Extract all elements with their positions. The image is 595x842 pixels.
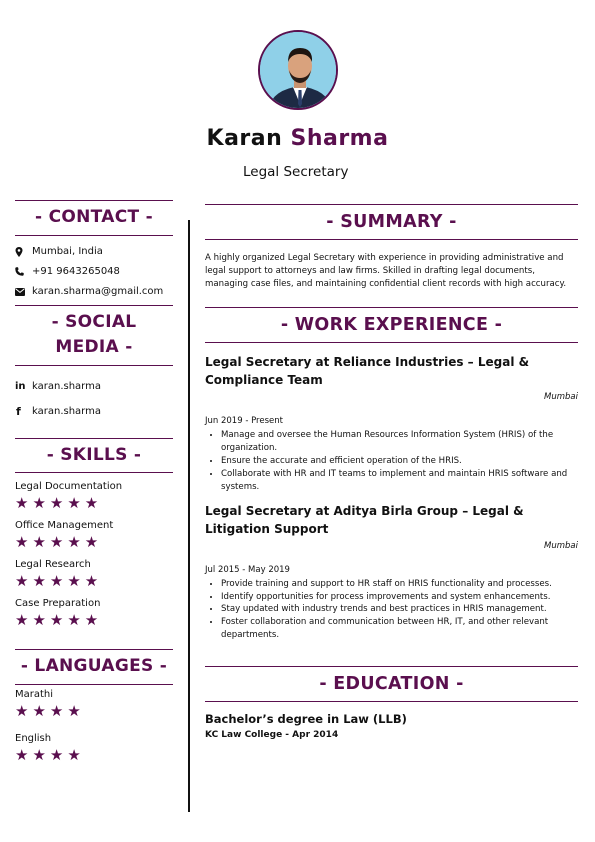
job-entry-title: Legal Secretary at Reliance Industries – Legal & Compliance Team	[205, 355, 530, 388]
education-degree: Bachelor’s degree in Law (LLB)	[205, 712, 407, 727]
contact-email-text: karan.sharma@gmail.com	[32, 286, 164, 297]
languages-heading: - LANGUAGES -	[15, 649, 173, 685]
social-media-heading	[15, 305, 173, 366]
job-entry	[205, 502, 578, 642]
job-entry-location: Mumbai	[544, 540, 578, 551]
job-title: Legal Secretary	[243, 164, 349, 180]
skills-heading: - SKILLS -	[15, 438, 173, 474]
social-linkedin[interactable]	[15, 374, 173, 399]
contact-phone-text: +91 9643265048	[32, 266, 120, 277]
social-heading-line1: - SOCIAL	[51, 311, 137, 332]
social-facebook[interactable]	[15, 399, 173, 424]
contact-phone	[15, 262, 173, 282]
skill-item	[15, 598, 173, 629]
language-name: Marathi	[15, 688, 54, 700]
right-column	[205, 200, 578, 740]
star-rating: ★★★★★	[15, 572, 103, 590]
work-experience-heading: - WORK EXPERIENCE -	[205, 307, 578, 343]
skills-list	[15, 481, 173, 649]
social-linkedin-text: karan.sharma	[32, 380, 101, 392]
profile-photo	[258, 30, 338, 110]
social-heading-line2: MEDIA -	[55, 337, 133, 357]
skill-name: Legal Research	[15, 559, 91, 570]
contact-location-text: Mumbai, India	[32, 246, 103, 257]
job-entry	[205, 353, 578, 493]
bullet-item: • Identify opportunities for process improvements and system enhancements.	[221, 591, 578, 604]
language-item	[15, 733, 173, 764]
contact-email[interactable]	[15, 282, 173, 302]
summary-heading: - SUMMARY -	[205, 204, 578, 240]
language-name: English	[15, 732, 52, 744]
skill-item	[15, 481, 173, 512]
language-item	[15, 689, 173, 720]
social-list	[15, 366, 173, 438]
phone-icon	[15, 267, 32, 276]
star-rating: ★★★★★	[15, 494, 103, 512]
contact-heading: - CONTACT -	[15, 200, 173, 236]
contact-location	[15, 242, 173, 262]
star-rating: ★★★★	[15, 745, 85, 764]
star-rating: ★★★★★	[15, 611, 103, 629]
location-pin-icon	[15, 247, 32, 257]
bullet-item: • Stay updated with industry trends and best practices in HRIS management.	[221, 603, 578, 616]
languages-list	[15, 689, 173, 764]
skill-name: Case Preparation	[15, 598, 101, 609]
job-entry-bullets	[221, 578, 578, 642]
skill-name: Office Management	[15, 520, 114, 531]
education-school: KC Law College - Apr 2014	[205, 730, 339, 741]
social-facebook-text: karan.sharma	[32, 405, 101, 417]
left-column	[15, 200, 173, 764]
bullet-item: • Ensure the accurate and efficient operation of the HRIS.	[221, 455, 578, 468]
star-rating: ★★★★	[15, 701, 85, 720]
contact-list	[15, 236, 173, 305]
job-entry-bullets	[221, 429, 578, 493]
email-icon	[15, 288, 32, 296]
skill-name: Legal Documentation	[15, 481, 123, 492]
skill-item	[15, 559, 173, 590]
job-entry-title: Legal Secretary at Aditya Birla Group – Legal & Litigation Support	[205, 503, 524, 536]
facebook-icon: f	[16, 404, 21, 418]
person-portrait-icon	[260, 32, 338, 110]
last-name: Sharma	[290, 126, 389, 151]
bullet-item: • Manage and oversee the Human Resources Information System (HRIS) of the organization.	[221, 429, 578, 455]
education-heading: - EDUCATION -	[205, 666, 578, 702]
column-divider	[188, 220, 190, 812]
candidate-name	[0, 126, 595, 151]
job-entry-location: Mumbai	[544, 392, 578, 403]
first-name: Karan	[206, 126, 283, 151]
bullet-item: • Provide training and support to HR staff on HRIS functionality and processes.	[221, 578, 578, 591]
bullet-item: • Foster collaboration and communication between HR, IT, and other relevant departments.	[221, 616, 578, 642]
linkedin-icon: in	[15, 380, 26, 392]
job-entry-dates: Jun 2019 - Present	[205, 416, 283, 427]
bullet-item: • Collaborate with HR and IT teams to implement and maintain HRIS software and systems.	[221, 468, 578, 494]
job-entry-dates: Jul 2015 - May 2019	[205, 564, 290, 575]
skill-item	[15, 520, 173, 551]
summary-text: A highly organized Legal Secretary with experience in providing administrative and legal support to attorneys and law firms. Skilled in drafting legal documents, managing case files, and maintaining confidential client records with high accuracy.	[205, 253, 567, 290]
star-rating: ★★★★★	[15, 533, 103, 551]
